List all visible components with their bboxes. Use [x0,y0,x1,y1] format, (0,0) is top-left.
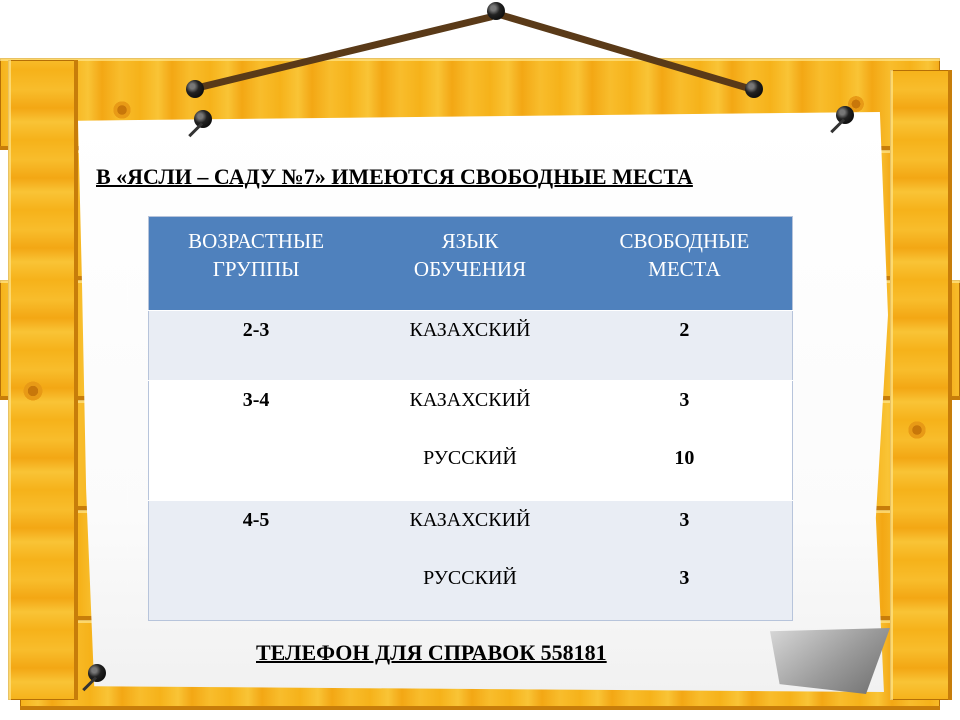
language-value: КАЗАХСКИЙ [409,389,531,411]
reference-phone: ТЕЛЕФОН ДЛЯ СПРАВОК 558181 [256,640,607,665]
places-cell [577,311,793,381]
language-cell [363,381,577,501]
language-cell [363,501,577,621]
places-value: 10 [674,447,695,469]
table-row [149,501,793,621]
age-group-cell: 4-5 [149,501,364,621]
places-cell [577,501,793,621]
header-line: ВОЗРАСТНЫЕ [188,229,325,253]
header-line: ГРУППЫ [212,257,300,281]
wood-plank [8,60,78,700]
table-row [149,311,793,381]
places-value: 3 [679,509,690,531]
header-line: СВОБОДНЫЕ [619,229,750,253]
wood-knot [20,380,46,402]
right-nail-icon [745,80,763,98]
column-header-free-places [577,217,793,311]
left-nail-icon [186,80,204,98]
places-value: 3 [679,389,690,411]
places-cell [577,381,793,501]
language-value: КАЗАХСКИЙ [409,509,531,531]
language-cell [363,311,577,381]
column-header-language [363,217,577,311]
wood-knot [905,420,929,440]
column-header-age-groups [149,217,364,311]
header-line: ОБУЧЕНИЯ [413,257,527,281]
top-nail-icon [487,2,505,20]
language-value: РУССКИЙ [423,447,517,469]
vacancy-table [148,216,793,621]
places-value: 2 [679,319,690,341]
age-group-cell: 2-3 [149,311,364,381]
table-row [149,381,793,501]
places-value: 3 [679,567,690,589]
wood-plank [890,70,952,700]
notice-title: В «ЯСЛИ – САДУ №7» ИМЕЮТСЯ СВОБОДНЫЕ МЕСТА [96,164,693,189]
table-header-row [149,217,793,311]
age-group-cell: 3-4 [149,381,364,501]
wood-knot [110,100,134,120]
header-line: МЕСТА [648,257,721,281]
language-value: РУССКИЙ [423,567,517,589]
language-value: КАЗАХСКИЙ [409,319,531,341]
header-line: ЯЗЫК [441,229,499,253]
